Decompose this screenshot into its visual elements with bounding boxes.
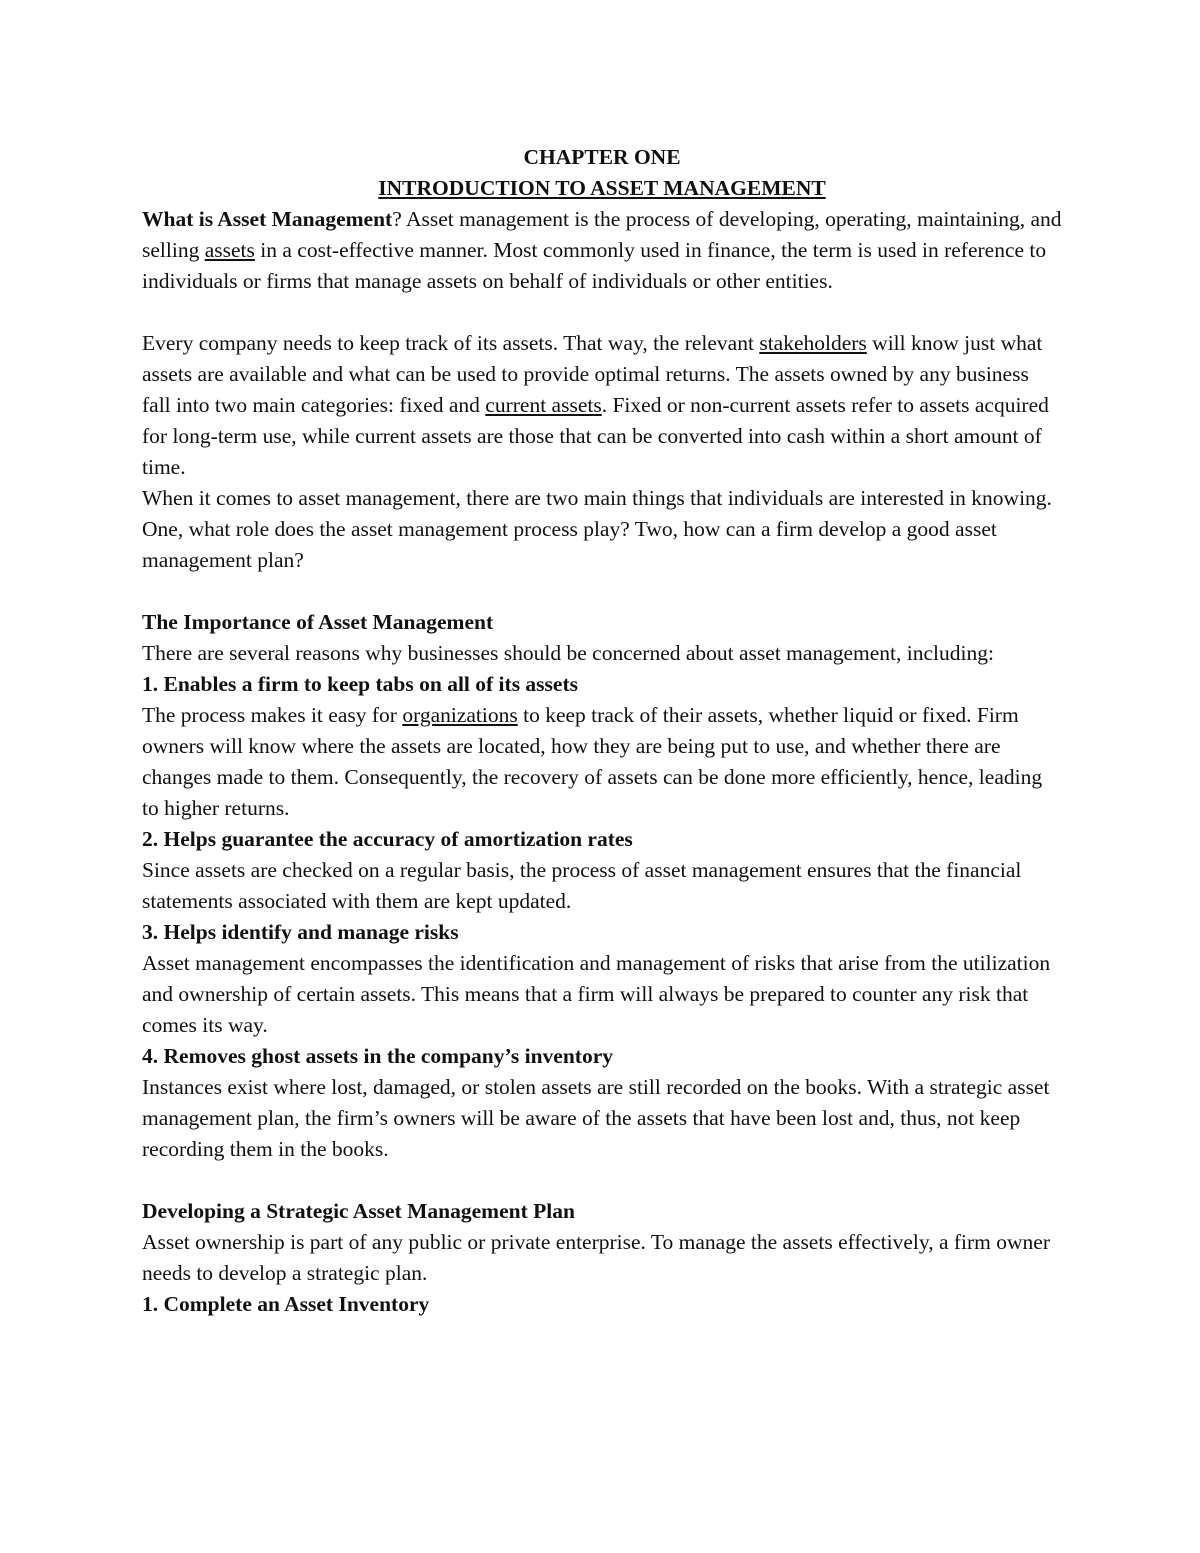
importance-item-2-title xyxy=(142,824,1062,855)
strategic-item-1-title-text: 1. Complete an Asset Inventory xyxy=(142,1292,430,1316)
importance-heading-text: The Importance of Asset Management xyxy=(142,610,494,634)
current-assets-link[interactable]: current assets xyxy=(485,393,602,417)
intro-text-1: ? Asset management is the process of developing, operating, maintaining, and selling xyxy=(142,207,1062,262)
importance-item-3-title xyxy=(142,917,1062,948)
assets-link[interactable]: assets xyxy=(204,238,255,262)
intro-text-2: in a cost-effective manner. Most commonly used in finance, the term is used in reference to individuals or firms that manage assets on behalf of individuals or other entities. xyxy=(142,238,1047,293)
item-1-text-1: The process makes it easy for xyxy=(142,703,403,727)
importance-item-1-title xyxy=(142,669,1062,700)
item-4-title-text: 4. Removes ghost assets in the company’s inventory xyxy=(142,1044,613,1068)
paragraph-3: When it comes to asset management, there are two main things that individuals are interested in knowing. One, what role does the asset management process play? Two, how can a firm develop a good asset management plan? xyxy=(142,486,1052,572)
strategic-heading-text: Developing a Strategic Asset Management Plan xyxy=(142,1199,575,1223)
intro-paragraph xyxy=(142,204,1062,297)
importance-item-3-body: Asset management encompasses the identification and management of risks that arise from the utilization and ownership of certain assets. This means that a firm will always be prepared to counter any risk that comes its way. xyxy=(142,951,1051,1037)
para2-text-1: Every company needs to keep track of its assets. That way, the relevant xyxy=(142,331,760,355)
importance-item-4-body: Instances exist where lost, damaged, or stolen assets are still recorded on the books. With a strategic asset management plan, the firm’s owners will be aware of the assets that have been lost and, thus, not keep recording them in the books. xyxy=(142,1075,1050,1161)
strategic-item-1-title xyxy=(142,1289,1062,1320)
document-body xyxy=(142,142,1062,1320)
para2-text-3: . Fixed or non-current assets refer to assets acquired for long-term use, while current assets are those that can be converted into cash within a short amount of time. xyxy=(142,393,1049,479)
item-1-title-text: 1. Enables a firm to keep tabs on all of its assets xyxy=(142,672,578,696)
importance-item-2-body: Since assets are checked on a regular basis, the process of asset management ensures that the financial statements associated with them are kept updated. xyxy=(142,858,1022,913)
intro-lead: What is Asset Management xyxy=(142,207,393,231)
blank-line xyxy=(142,576,1062,607)
importance-heading xyxy=(142,607,1062,638)
chapter-subtitle: INTRODUCTION TO ASSET MANAGEMENT xyxy=(378,176,826,200)
blank-line xyxy=(142,1165,1062,1196)
organizations-link[interactable]: organizations xyxy=(402,703,518,727)
strategic-intro: Asset ownership is part of any public or private enterprise. To manage the assets effectively, a firm owner needs to develop a strategic plan. xyxy=(142,1230,1050,1285)
item-1-text-2: to keep track of their assets, whether liquid or fixed. Firm owners will know where the assets are located, how they are being put to use, and whether there are changes made to them. Consequently, the recovery of assets can be done more efficiently, hence, leading to higher returns. xyxy=(142,703,1043,820)
item-2-title-text: 2. Helps guarantee the accuracy of amortization rates xyxy=(142,827,633,851)
blank-line xyxy=(142,297,1062,328)
importance-item-4-title xyxy=(142,1041,1062,1072)
item-3-title-text: 3. Helps identify and manage risks xyxy=(142,920,459,944)
importance-intro: There are several reasons why businesses should be concerned about asset management, including: xyxy=(142,641,994,665)
chapter-title: CHAPTER ONE xyxy=(523,145,681,169)
para2-text-2: will know just what assets are available and what can be used to provide optimal returns. The assets owned by any business fall into two main categories: fixed and xyxy=(142,331,1043,417)
strategic-heading xyxy=(142,1196,1062,1227)
stakeholders-link[interactable]: stakeholders xyxy=(759,331,867,355)
paragraph-2 xyxy=(142,328,1062,483)
importance-item-1-body xyxy=(142,700,1062,824)
